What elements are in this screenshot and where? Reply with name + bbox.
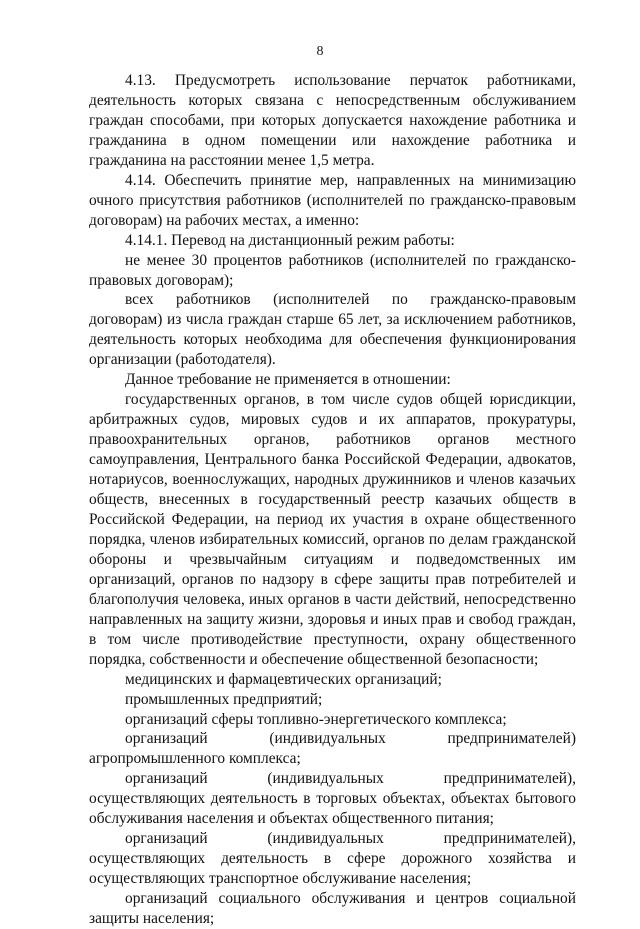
paragraph-4-13: 4.13. Предусмотреть использование перчаток работниками, деятельность которых связана с непосредственным обслуживанием граждан способами, при которых допускается нахождение работника и гражданина в одном помещении или нахождение работника и гражданина на расстоянии менее 1,5 метра. — [89, 72, 576, 169]
paragraph-social-service: организаций социального обслуживания и центров социальной защиты населения; — [89, 890, 576, 928]
paragraph-agro: организаций (индивидуальных предпринимателей) агропромышленного комплекса; — [89, 730, 576, 768]
paragraph-trade: организаций (индивидуальных предпринимателей), осуществляющих деятельность в торговых объектах, объектах бытового обслуживания населения и объектах общественного питания; — [89, 770, 576, 828]
paragraph-4-14: 4.14. Обеспечить принятие мер, направленных на минимизацию очного присутствия работников (исполнителей по гражданско-правовым договорам) на рабочих местах, а именно: — [89, 171, 576, 229]
paragraph-fuel-energy: организаций сферы топливно-энергетического комплекса; — [125, 710, 507, 728]
paragraph-medical-orgs: медицинских и фармацевтических организаций; — [125, 670, 442, 688]
paragraph-industrial: промышленных предприятий; — [125, 690, 323, 708]
page-number: 8 — [316, 44, 324, 59]
paragraph-exemption-intro: Данное требование не применяется в отношении: — [125, 371, 451, 389]
paragraph-road-transport: организаций (индивидуальных предпринимателей), осуществляющих деятельность в сфере дорожного хозяйства и осуществляющих транспортное обслуживание населения; — [89, 830, 576, 888]
document-body — [89, 71, 576, 929]
paragraph-4-14-1: 4.14.1. Перевод на дистанционный режим работы: — [125, 231, 455, 249]
paragraph-over-65: всех работников (исполнителей по гражданско-правовым договорам) из числа граждан старше 65 лет, за исключением работников, деятельность которых необходима для обеспечения функционирования организации (работодателя). — [89, 291, 576, 369]
paragraph-30-percent: не менее 30 процентов работников (исполнителей по гражданско-правовых договорам); — [89, 251, 576, 289]
paragraph-state-bodies: государственных органов, в том числе судов общей юрисдикции, арбитражных судов, мировых судов и их аппаратов, прокуратуры, правоохранительных органов, работников органов местного самоуправления, Центрального банка Российской Федерации, адвокатов, нотариусов, военнослужащих, народных дружинников и членов казачьих обществ, внесенных в государственный реестр казачьих обществ в Российской Федерации, на период их участия в охране общественного порядка, членов избирательных комиссий, органов по делам гражданской обороны и чрезвычайным ситуациям и подведомственных им организаций, органов по надзору в сфере защиты прав потребителей и благополучия человека, иных органов в части действий, непосредственно направленных на защиту жизни, здоровья и иных прав и свобод граждан, в том числе противодействие преступности, охрану общественного порядка, собственности и обеспечение общественной безопасности; — [89, 391, 576, 668]
